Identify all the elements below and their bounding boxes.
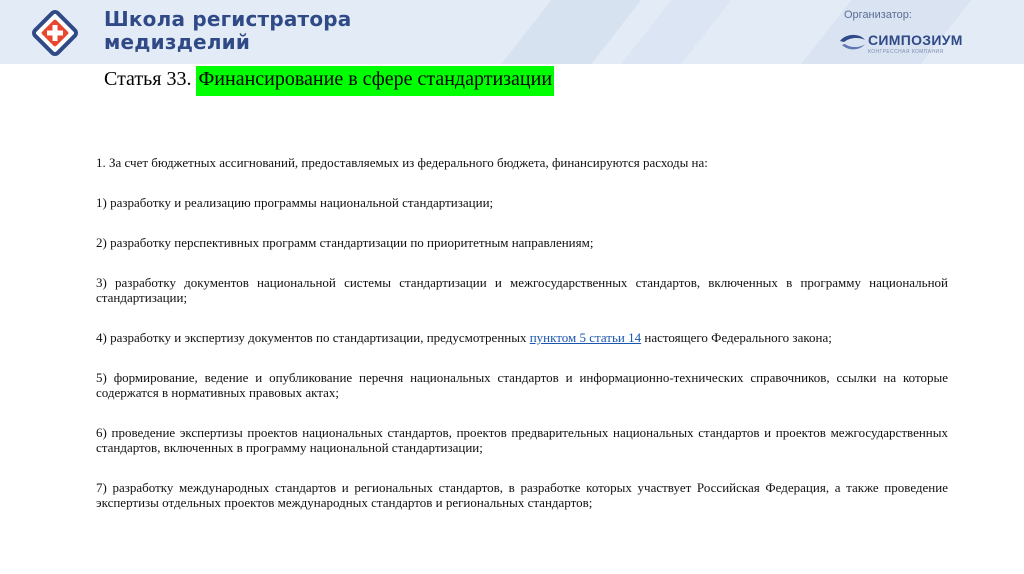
slide-header: [0, 0, 1024, 64]
list-item: 1. За счет бюджетных ассигнований, предоставляемых из федерального бюджета, финансируются расходы на:: [96, 155, 708, 170]
organizer-label: Организатор:: [844, 9, 912, 21]
company-subtitle: КОНГРЕССНАЯ КОМПАНИЯ: [868, 49, 944, 55]
article-heading-highlight: Финансирование в сфере стандартизации: [196, 66, 554, 96]
law-reference-link[interactable]: пунктом 5 статьи 14: [529, 330, 642, 345]
article-body: [96, 155, 948, 535]
school-title-line2: медизделий: [104, 30, 251, 54]
list-item: 1) разработку и реализацию программы национальной стандартизации;: [96, 195, 494, 210]
list-item: 2) разработку перспективных программ стандартизации по приоритетным направлениям;: [96, 235, 594, 250]
article-title: [104, 68, 554, 91]
list-item: 6) проведение экспертизы проектов национальных стандартов, проектов предварительных национальных стандартов и проектов межгосударственных стандартов, включенных в программу национальной стандартизации;: [96, 425, 948, 455]
list-item-text: настоящего Федерального закона;: [641, 330, 832, 345]
school-title: [104, 8, 351, 54]
list-item: [96, 330, 948, 345]
list-item: 3) разработку документов национальной системы стандартизации и межгосударственных стандартов, включенных в программу национальной стандартизации;: [96, 275, 948, 305]
list-item: 5) формирование, ведение и опубликование перечня национальных стандартов и информационно-технических справочников, ссылки на которые содержатся в нормативных правовых актах;: [96, 370, 948, 400]
school-title-line1: Школа регистратора: [104, 7, 352, 31]
article-number: Статья 33.: [104, 68, 197, 90]
medical-cross-diamond-icon: [30, 8, 80, 58]
company-name: СИМПОЗИУМ: [868, 32, 963, 48]
list-item-text: 4) разработку и экспертизу документов по стандартизации, предусмотренных: [96, 330, 530, 345]
list-item: 7) разработку международных стандартов и региональных стандартов, в разработке которых участвует Российская Федерация, а также проведение экспертизы отдельных проектов международных стандартов и региональных стандартов;: [96, 480, 948, 510]
